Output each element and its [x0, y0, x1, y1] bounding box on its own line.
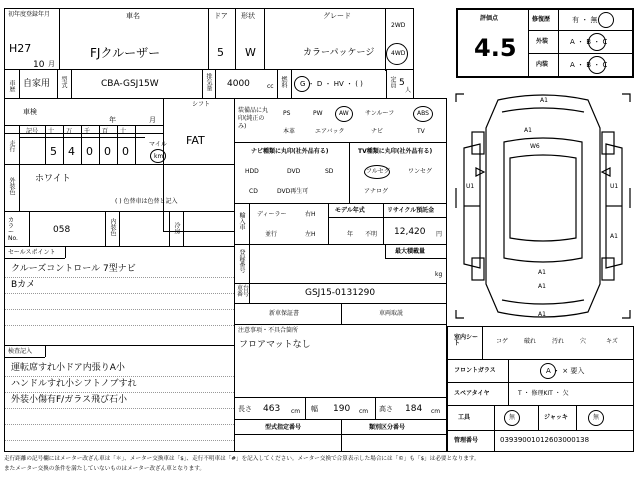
spare-opts: T ・ 修理KIT ・ 欠 [518, 390, 569, 397]
model-label: 型式 [60, 76, 67, 88]
repair-none-circle [598, 12, 614, 28]
digit-head-line [19, 137, 145, 138]
mgmt-no: 03939001012603000138 [500, 436, 590, 444]
digit-head: 記号 [26, 128, 39, 135]
model: CBA-GSJ15W [101, 79, 159, 89]
manual: 車両取説 [379, 310, 404, 317]
tools-circle [504, 410, 520, 426]
jack-label: ジャッキ [544, 414, 568, 421]
mgmt-box [447, 430, 634, 452]
sales-1: クルーズコントロール 7型ナビ [11, 264, 136, 274]
disp-unit: cc [267, 83, 274, 90]
digit-divider [99, 126, 100, 164]
tv-title: TV種類に丸印(社外品有る) [358, 148, 433, 155]
regno-box [234, 244, 447, 284]
repair-opts: 有 ・ 無 [572, 16, 598, 24]
aw-circle [335, 106, 353, 122]
mgmt-label: 管理番号 [454, 437, 479, 444]
mileage-digit: 4 [68, 145, 75, 158]
door-label: ドア [214, 12, 228, 20]
seat-option: コゲ [496, 338, 509, 345]
exterior-b-circle [588, 33, 606, 51]
color-change: ( ) 色替車は色替と記入 [115, 198, 178, 205]
digit-divider [135, 126, 136, 164]
exterior-opts: A ・ B ・ C [570, 38, 608, 46]
mark-windshield: W6 [530, 143, 540, 150]
height-unit: cm [431, 408, 441, 415]
seat-option: 汚れ [552, 338, 565, 345]
recycle-unit: 円 [436, 231, 443, 238]
car-name: FJクルーザー [90, 46, 161, 60]
equip-item: 本革 [283, 128, 296, 135]
jack-circle [588, 410, 604, 426]
model-year-label: モデル年式 [335, 207, 365, 214]
mark-rside: A1 [610, 233, 618, 240]
interior-b-circle [588, 56, 606, 74]
row2 [4, 69, 414, 99]
interior-opts: A ・ B ・ C [570, 61, 608, 69]
displacement: 4000 [227, 79, 250, 89]
type-label: 型式指定番号 [265, 424, 302, 431]
equip-item: PW [313, 110, 323, 117]
sales-2: Bカメ [11, 280, 36, 290]
import-label: 輸入車 [238, 212, 245, 230]
import-box [234, 203, 329, 245]
shift-label: シフト [192, 101, 211, 108]
color-no: 058 [53, 225, 71, 235]
mark-right: U1 [610, 183, 619, 190]
drive-2wd: 2WD [391, 22, 406, 29]
digit-head: 十 [48, 128, 55, 135]
glass-label: フロントガラス [454, 367, 496, 374]
score-label: 評価点 [480, 15, 499, 22]
recycle-label: リサイクル預託金 [387, 207, 435, 214]
model-year-y: 年 [347, 231, 354, 238]
glass-a-circle [540, 363, 556, 379]
reg-label: 初年度登録年月 [8, 11, 51, 18]
height-label: 高さ [379, 405, 393, 413]
notes: フロアマットなし [239, 340, 311, 350]
inspect-box [4, 345, 235, 452]
digit-head: 百 [102, 128, 109, 135]
mark-rear2: A1 [538, 283, 546, 290]
reg-month-unit: 月 [48, 60, 55, 68]
left-hand: 左H [305, 231, 316, 238]
digit-head: 十 [120, 128, 127, 135]
capacity-unit: 人 [405, 87, 412, 94]
veh-year: 年 [109, 116, 116, 124]
mileage-row [4, 125, 167, 165]
capacity: 5 [399, 78, 405, 88]
veh-month: 月 [149, 116, 156, 124]
height: 184 [405, 404, 423, 414]
score-box [456, 8, 634, 78]
length-unit: cm [291, 408, 301, 415]
spare-box [447, 382, 634, 406]
exterior-label: 外装 [536, 38, 549, 45]
footer-line2: またメーター交換の条件を満たしていないものはメーター改ざん車となります。 [4, 466, 205, 472]
repair-label: 修復歴 [532, 16, 551, 23]
tv-option: ワンセグ [408, 168, 433, 175]
dims-box [234, 397, 447, 420]
equip-item: PS [283, 110, 291, 117]
colorno-label: カラーNo. [8, 217, 18, 242]
score-value: 4.5 [474, 34, 517, 62]
mileage-digit: 0 [104, 145, 111, 158]
model-year-box [328, 203, 384, 245]
door-cell [208, 8, 236, 70]
glass-box [447, 359, 634, 383]
veh-label: 車検 [23, 108, 37, 116]
mark-left: U1 [466, 183, 475, 190]
mark-bumper: A1 [538, 311, 546, 318]
nav-option: DVD [287, 168, 301, 175]
seat-option: 穴 [580, 338, 587, 345]
reg-cell [4, 8, 60, 70]
mileage-label: 走行 [8, 140, 15, 152]
shape-label: 形状 [241, 12, 255, 20]
dealer: ディーラー [257, 211, 287, 218]
color-label: 外装色 [8, 177, 15, 195]
drive-4wd: 4WD [391, 50, 406, 57]
usage-label: 車歴 [8, 80, 15, 92]
sales-label: セールスポイント [8, 249, 56, 256]
digit-head: 千 [84, 128, 91, 135]
inspect-3: 外装小傷有F/ガラス飛び石小 [11, 395, 127, 405]
km-circle [150, 149, 166, 163]
shape: W [245, 46, 256, 59]
fuel-options: G ・ D ・ HV ・ ( ) [300, 80, 363, 88]
interior-label: 内装 [536, 61, 549, 68]
cold-label: 冷房 [173, 222, 180, 234]
reg-year: H27 [9, 42, 32, 55]
class-label: 類別区分番号 [369, 424, 406, 431]
width-label: 幅 [311, 405, 318, 413]
car-diagram [450, 88, 636, 324]
glass-opts: A ・ × 要入 [546, 367, 585, 375]
km-unit: km [154, 153, 164, 160]
car-name-cell [59, 8, 209, 70]
equip-item: ナビ [371, 128, 384, 135]
right-hand: 右H [305, 211, 316, 218]
sales-box [4, 246, 235, 346]
tools-box [447, 405, 634, 431]
nav-option: SD [325, 168, 334, 175]
regno-label: 登録番号 [238, 249, 245, 273]
nav-box [234, 142, 350, 204]
equip-item: エアバック [315, 128, 345, 135]
equip-item: サンルーフ [365, 110, 395, 117]
equip-label: 装備品に丸印(純正のみ) [238, 107, 269, 130]
width: 190 [333, 404, 351, 414]
grade-label: グレード [323, 12, 351, 20]
model-year-unknown: 不明 [365, 231, 378, 238]
notes-box [234, 324, 447, 398]
nav-option: HDD [245, 168, 259, 175]
mileage-digit: 0 [122, 145, 129, 158]
docs-box [234, 303, 447, 325]
recycle: 12,420 [394, 227, 426, 237]
equip-item: AW [339, 110, 349, 117]
inspect-label: 検査記入 [8, 348, 33, 355]
fuel-g-circle [294, 76, 310, 92]
chassis: GSJ15-0131290 [305, 288, 376, 298]
digit-divider [117, 126, 118, 164]
max-load-unit: kg [435, 271, 443, 278]
seat-label: 室内シート [454, 334, 479, 347]
tv-option: アナログ [364, 188, 389, 195]
width-unit: cm [359, 408, 369, 415]
seat-box [447, 326, 634, 360]
parallel: 並行 [265, 231, 278, 238]
equip-box [234, 98, 447, 143]
max-load-label: 最大積載量 [395, 248, 426, 255]
nav-option: CD [249, 188, 258, 195]
recycle-box [383, 203, 447, 245]
shape-cell [235, 8, 265, 70]
fullseg-circle [364, 165, 390, 179]
fuel-label: 燃料 [280, 76, 287, 88]
tv-box [349, 142, 447, 204]
reg-month: 10 [33, 60, 45, 70]
digit-divider [81, 126, 82, 164]
footer-line1: 走行距離の記号欄にはメーター改ざん車は「＊」、メーター交換車は「$」、走行不明車は「#」を記入してください。メーター交換で合算表示した場合には「©」も「$」は必要となります。 [4, 456, 480, 462]
notes-label: 注意事項・不具合箇所 [238, 327, 299, 334]
mark-rear1: A1 [538, 269, 546, 276]
type-box [234, 419, 447, 452]
nav-option: DVD再生可 [277, 188, 309, 195]
color-row [4, 164, 235, 212]
car-name-label: 車名 [126, 12, 140, 20]
mileage-digit: 0 [86, 145, 93, 158]
disp-label: 排気量 [205, 73, 212, 91]
new-warranty: 新車保証書 [269, 310, 300, 317]
capacity-label: 定員 [389, 76, 396, 88]
digit-head: 万 [66, 128, 73, 135]
color: ホワイト [35, 174, 71, 184]
mile-unit: マイル [149, 141, 167, 148]
shift: FAT [186, 134, 205, 147]
nav-title: ナビ種類に丸印(社外品有る) [251, 148, 329, 155]
tools-value: 無 [509, 414, 516, 421]
tools-label: 工具 [458, 414, 471, 421]
drive-4wd-circle [386, 43, 408, 65]
chassis-label: 車台番号 [237, 285, 250, 298]
seat-option: キズ [606, 338, 618, 345]
spare-label: スペアタイヤ [454, 390, 490, 397]
seat-option: 破れ [524, 338, 537, 345]
inspect-1: 運転席すれ小ドア内張りA小 [11, 363, 125, 373]
digit-divider [63, 126, 64, 164]
digit-divider [45, 126, 46, 164]
jack-value: 無 [593, 414, 600, 421]
doors: 5 [217, 46, 224, 59]
mileage-digit: 5 [50, 145, 57, 158]
mark-front: A1 [540, 97, 548, 104]
tv-option: フルセグ [366, 168, 390, 175]
length: 463 [263, 404, 281, 414]
grade: カラーパッケージ [303, 48, 375, 58]
length-label: 長さ [238, 405, 252, 413]
abs-circle [413, 106, 433, 122]
usage: 自家用 [23, 79, 51, 89]
colorno-row [4, 211, 235, 247]
inspect-2: ハンドルすれ小シフトノブすれ [11, 379, 137, 389]
equip-item: ABS [417, 110, 429, 117]
interior-color-label: 内装色 [109, 218, 116, 236]
chassis-box [234, 283, 447, 304]
mark-hood: A1 [524, 127, 532, 134]
equip-item: TV [417, 128, 425, 135]
grade-cell [264, 8, 414, 70]
